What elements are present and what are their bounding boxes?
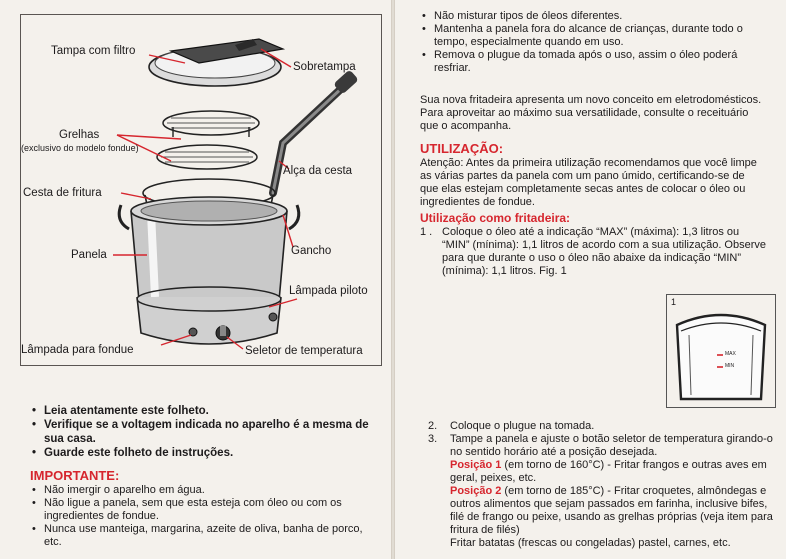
list-item: • Guarde este folheto de instruções. bbox=[30, 446, 380, 460]
list-item: • Não misturar tipos de óleos diferentes. bbox=[420, 10, 766, 23]
min-label: MIN bbox=[725, 363, 735, 369]
label-sobretampa: Sobretampa bbox=[293, 61, 356, 73]
step-text: Coloque o plugue na tomada. bbox=[450, 420, 595, 432]
bold-bullet-list bbox=[30, 404, 380, 460]
right-top-bullets bbox=[420, 10, 766, 75]
fritadeira-heading: Utilização como fritadeira: bbox=[420, 211, 571, 225]
oil-level-illustration bbox=[667, 295, 775, 407]
label-panela: Panela bbox=[71, 249, 107, 261]
list-item: • Remova o plugue da tomada após o uso, assim o óleo poderá resfriar. bbox=[420, 49, 766, 75]
label-cesta-de-fritura: Cesta de fritura bbox=[23, 187, 102, 199]
intro-paragraph: Sua nova fritadeira apresenta um novo conceito em eletrodomésticos. Para aproveitar ao máximo sua versatilidade, consulte o receituário que o acompanha. bbox=[420, 94, 762, 132]
list-item: • Não ligue a panela, sem que esta esteja com óleo ou com os ingredientes de fondue. bbox=[30, 497, 380, 523]
book-spine bbox=[391, 0, 395, 559]
important-bullet-list bbox=[30, 484, 380, 549]
step-1 bbox=[420, 226, 766, 278]
step-3 bbox=[428, 433, 774, 550]
max-label: MAX bbox=[725, 351, 736, 357]
utilizacao-paragraph: Atenção: Antes da primeira utilização recomendamos que você limpe as várias partes da panela com um pano úmido, certificando-se de que elas estejam completamente secas antes de colocar o óleo ou ingredientes de fondue. bbox=[420, 157, 757, 208]
label-seletor-de-temperatura: Seletor de temperatura bbox=[245, 345, 363, 357]
step-text: Coloque o óleo até a indicação “MAX” (máxima): 1,3 litros ou “MIN” (mínima): 1,1 litros de acordo com a sua utilização. Observe para que durante o uso o óleo não abaixe da indicação “MIN” (mínima): 1,1 litros. Fig. 1 bbox=[442, 226, 767, 277]
list-item: • Nunca use manteiga, margarina, azeite de oliva, banha de porco, etc. bbox=[30, 523, 380, 549]
label-lampada-piloto: Lâmpada piloto bbox=[289, 285, 368, 297]
list-item: • Leia atentamente este folheto. bbox=[30, 404, 380, 418]
position-1-text: (em torno de 160°C) - Fritar frangos e outras aves em geral, peixes, etc. bbox=[450, 459, 767, 484]
list-item: • Não imergir o aparelho em água. bbox=[30, 484, 380, 497]
step-number: 1 . bbox=[420, 226, 433, 238]
step-text: Tampe a panela e ajuste o botão seletor de temperatura girando-o no sentido horário até a posição desejada. bbox=[450, 433, 773, 458]
label-grelhas-note: (exclusivo do modelo fondue) bbox=[21, 143, 139, 153]
position-1-label: Posição 1 bbox=[450, 459, 502, 471]
step-number: 2. bbox=[428, 420, 438, 432]
label-gancho: Gancho bbox=[291, 245, 332, 257]
fryer-diagram bbox=[20, 14, 382, 366]
utilizacao-heading: UTILIZAÇÃO: bbox=[420, 141, 504, 156]
figure-1 bbox=[666, 294, 776, 408]
position-2-extra: Fritar batatas (frescas ou congeladas) pastel, carnes, etc. bbox=[450, 537, 731, 549]
step-2 bbox=[428, 420, 774, 433]
list-item: • Verifique se a voltagem indicada no aparelho é a mesma de sua casa. bbox=[30, 418, 380, 446]
position-2-label: Posição 2 bbox=[450, 485, 502, 497]
important-heading: IMPORTANTE: bbox=[30, 468, 120, 483]
step-number: 3. bbox=[428, 433, 438, 445]
label-lampada-para-fondue: Lâmpada para fondue bbox=[21, 344, 134, 356]
label-alca-da-cesta: Alça da cesta bbox=[283, 165, 353, 177]
position-2-text: (em torno de 185°C) - Fritar croquetes, almôndegas e outros alimentos que sejam passados em farinha, inclusive bifes, filé de frango ou peixe, usando as grelhas próprias (veja item para fritura de filés) bbox=[450, 485, 773, 536]
label-tampa-com-filtro: Tampa com filtro bbox=[51, 45, 136, 57]
label-grelhas: Grelhas bbox=[59, 129, 100, 141]
list-item: • Mantenha a panela fora do alcance de crianças, durante todo o tempo, especialmente quando em uso. bbox=[420, 23, 766, 49]
figure-number: 1 bbox=[671, 297, 677, 307]
